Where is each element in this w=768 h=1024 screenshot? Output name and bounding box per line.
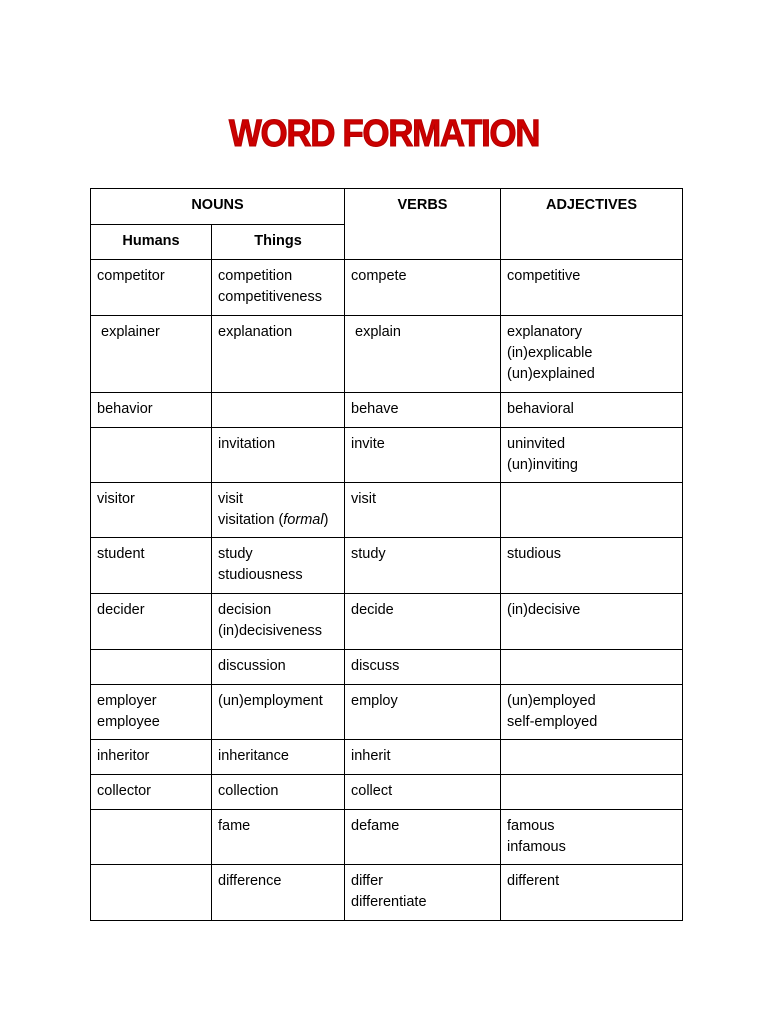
table-row [91,775,683,810]
cell-verbs [345,685,501,740]
cell-verbs [345,538,501,594]
cell-adjectives [501,483,683,538]
cell-humans [91,865,212,921]
cell-humans [91,538,212,594]
cell-verbs [345,810,501,865]
cell-text: visitation ( [218,512,284,528]
cell-text: visitor [97,491,135,507]
table-row [91,538,683,594]
cell-text: student [97,546,145,562]
cell-things [212,740,345,775]
cell-text: uninvited [507,436,566,452]
cell-humans [91,594,212,650]
cell-adjectives [501,810,683,865]
cell-humans [91,428,212,483]
cell-things [212,865,345,921]
table-row [91,594,683,650]
header-humans: Humans [91,225,212,260]
cell-text: collect [351,783,393,799]
cell-text: differ [351,873,383,889]
cell-things [212,428,345,483]
cell-humans [91,650,212,685]
cell-adjectives [501,393,683,428]
header-verbs: VERBS [345,189,501,260]
word-formation-table [90,188,683,921]
cell-things [212,685,345,740]
cell-text: (in)decisiveness [218,623,322,639]
table-row [91,260,683,316]
cell-text: (un)explained [507,366,595,382]
cell-things [212,594,345,650]
cell-text: visit [218,491,243,507]
cell-things [212,316,345,393]
cell-text: (un)inviting [507,457,578,473]
cell-text: difference [218,873,282,889]
page-title: WORD FORMATION [228,113,540,155]
header-adjectives: ADJECTIVES [501,189,683,260]
cell-text: visit [351,491,376,507]
cell-adjectives [501,775,683,810]
cell-humans [91,483,212,538]
cell-text: competition [218,268,293,284]
cell-text: decision [218,602,272,618]
cell-verbs [345,775,501,810]
cell-text: studiousness [218,567,303,583]
cell-text: discussion [218,658,286,674]
cell-humans [91,260,212,316]
cell-text: (in)decisive [507,602,581,618]
cell-things [212,650,345,685]
cell-text: self-employed [507,714,598,730]
cell-text: behave [351,401,399,417]
table-row [91,316,683,393]
cell-adjectives [501,650,683,685]
cell-verbs [345,594,501,650]
cell-humans [91,316,212,393]
cell-text: explain [355,324,401,340]
cell-text: behavior [97,401,153,417]
cell-text: (un)employment [218,693,323,709]
cell-adjectives [501,594,683,650]
cell-text: studious [507,546,562,562]
cell-text: competitive [507,268,581,284]
cell-text: explanation [218,324,293,340]
cell-verbs [345,393,501,428]
cell-text: decide [351,602,394,618]
cell-adjectives [501,740,683,775]
cell-text: employee [97,714,160,730]
cell-humans [91,775,212,810]
cell-things [212,393,345,428]
cell-text: discuss [351,658,400,674]
cell-text-group [218,510,338,531]
cell-humans [91,393,212,428]
cell-verbs [345,650,501,685]
cell-adjectives [501,865,683,921]
cell-things [212,775,345,810]
table-row [91,685,683,740]
cell-text: inherit [351,748,391,764]
cell-text: explanatory [507,324,582,340]
cell-humans [91,685,212,740]
cell-verbs [345,260,501,316]
cell-verbs [345,740,501,775]
cell-adjectives [501,316,683,393]
cell-text: inheritor [97,748,150,764]
cell-things [212,483,345,538]
cell-text: (in)explicable [507,345,593,361]
cell-text: study [218,546,253,562]
table-row [91,810,683,865]
cell-text: defame [351,818,400,834]
cell-adjectives [501,260,683,316]
cell-text: employ [351,693,398,709]
cell-text: differentiate [351,894,427,910]
table-row [91,740,683,775]
header-things: Things [212,225,345,260]
table-row [91,393,683,428]
cell-text: (un)employed [507,693,596,709]
cell-text: competitor [97,268,165,284]
cell-text: collection [218,783,279,799]
cell-text-italic: formal [283,512,324,528]
cell-text: decider [97,602,145,618]
cell-things [212,260,345,316]
cell-text: explainer [101,324,160,340]
cell-adjectives [501,428,683,483]
cell-humans [91,740,212,775]
cell-adjectives [501,538,683,594]
cell-verbs [345,483,501,538]
cell-text: compete [351,268,407,284]
cell-text: inheritance [218,748,289,764]
cell-verbs [345,865,501,921]
cell-text: infamous [507,839,566,855]
cell-verbs [345,428,501,483]
cell-things [212,810,345,865]
cell-adjectives [501,685,683,740]
cell-text: famous [507,818,555,834]
cell-text: fame [218,818,251,834]
cell-text: employer [97,693,157,709]
cell-text: ) [323,512,329,528]
cell-text: invite [351,436,385,452]
header-nouns: NOUNS [91,189,345,225]
table-row [91,483,683,538]
table-row [91,428,683,483]
cell-humans [91,810,212,865]
cell-text: different [507,873,560,889]
cell-text: behavioral [507,401,574,417]
cell-text: competitiveness [218,289,322,305]
cell-text: study [351,546,386,562]
cell-text: collector [97,783,151,799]
cell-things [212,538,345,594]
table-row [91,650,683,685]
cell-text: invitation [218,436,276,452]
table-row [91,865,683,921]
cell-verbs [345,316,501,393]
